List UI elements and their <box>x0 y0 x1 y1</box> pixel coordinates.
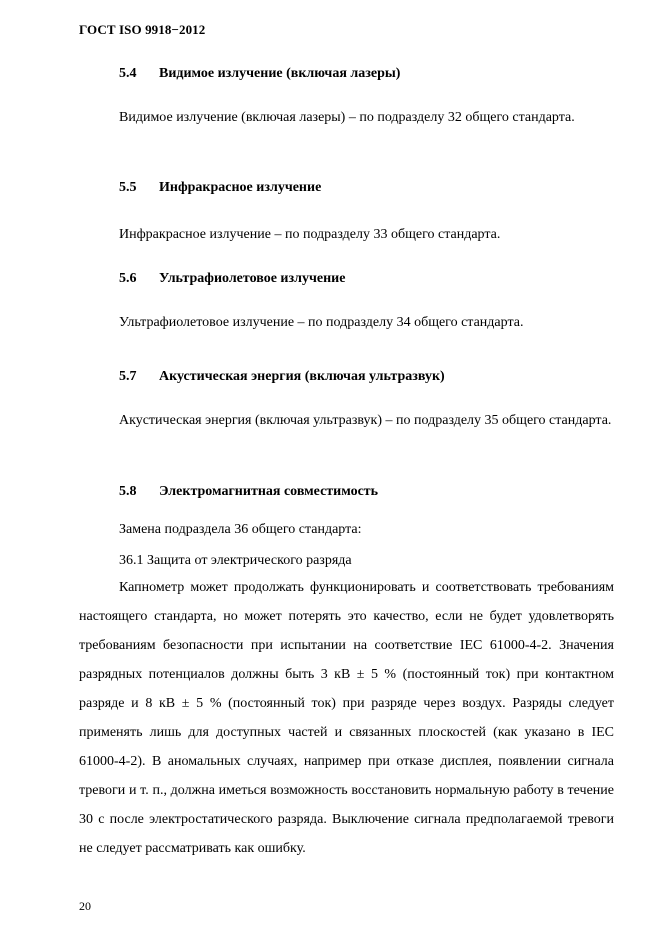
section-paragraph-5-7: Акустическая энергия (включая ультразвук) – по подразделу 35 общего стандарта. <box>119 413 612 428</box>
section-number: 5.5 <box>119 180 137 195</box>
section-heading-5-7 <box>119 369 445 385</box>
section-paragraph-5-6: Ультрафиолетовое излучение – по подразделу 34 общего стандарта. <box>119 315 524 330</box>
section-title: Видимое излучение (включая лазеры) <box>159 66 401 81</box>
document-header: ГОСТ ISO 9918−2012 <box>79 22 206 37</box>
section-number: 5.8 <box>119 484 137 499</box>
section-paragraph-5-4: Видимое излучение (включая лазеры) – по подразделу 32 общего стандарта. <box>119 110 575 125</box>
section-number: 5.7 <box>119 369 137 384</box>
page-number: 20 <box>79 899 91 913</box>
section-paragraph-5-8: Капнометр может продолжать функционировать и соответствовать требованиям настоящего стандарта, но может потерять это качество, если не будет удовлетворять требованиям безопасности при испытании на соответствие IEC 61000-4-2. Значения разрядных потенциалов должны быть 3 кВ ± 5 % (постоянный ток) при контактном разряде и 8 кВ ± 5 % (постоянный ток) при разряде через воздух. Разряды следует применять лишь для доступных частей и связанных плоскостей (как указано в IEC 61000-4-2). В аномальных случаях, например при отказе дисплея, появлении сигнала тревоги и т. п., должна иметься возможность восстановить нормальную работу в течение 30 с после электростатического разряда. Выключение сигнала предполагаемой тревоги не следует рассматривать как ошибку. <box>79 580 614 856</box>
section-heading-5-4 <box>119 66 400 82</box>
section-heading-5-6 <box>119 271 345 287</box>
section-title: Акустическая энергия (включая ультразвук) <box>159 369 445 384</box>
replacement-note: Замена подраздела 36 общего стандарта: <box>119 522 362 537</box>
section-title: Инфракрасное излучение <box>159 180 322 195</box>
subsection-title: 36.1 Защита от электрического разряда <box>119 553 352 568</box>
section-heading-5-5 <box>119 180 321 196</box>
section-number: 5.4 <box>119 66 137 81</box>
section-title: Ультрафиолетовое излучение <box>159 271 346 286</box>
section-paragraph-5-5: Инфракрасное излучение – по подразделу 33 общего стандарта. <box>119 227 501 242</box>
section-number: 5.6 <box>119 271 137 286</box>
section-title: Электромагнитная совместимость <box>159 484 379 499</box>
section-heading-5-8 <box>119 484 378 500</box>
